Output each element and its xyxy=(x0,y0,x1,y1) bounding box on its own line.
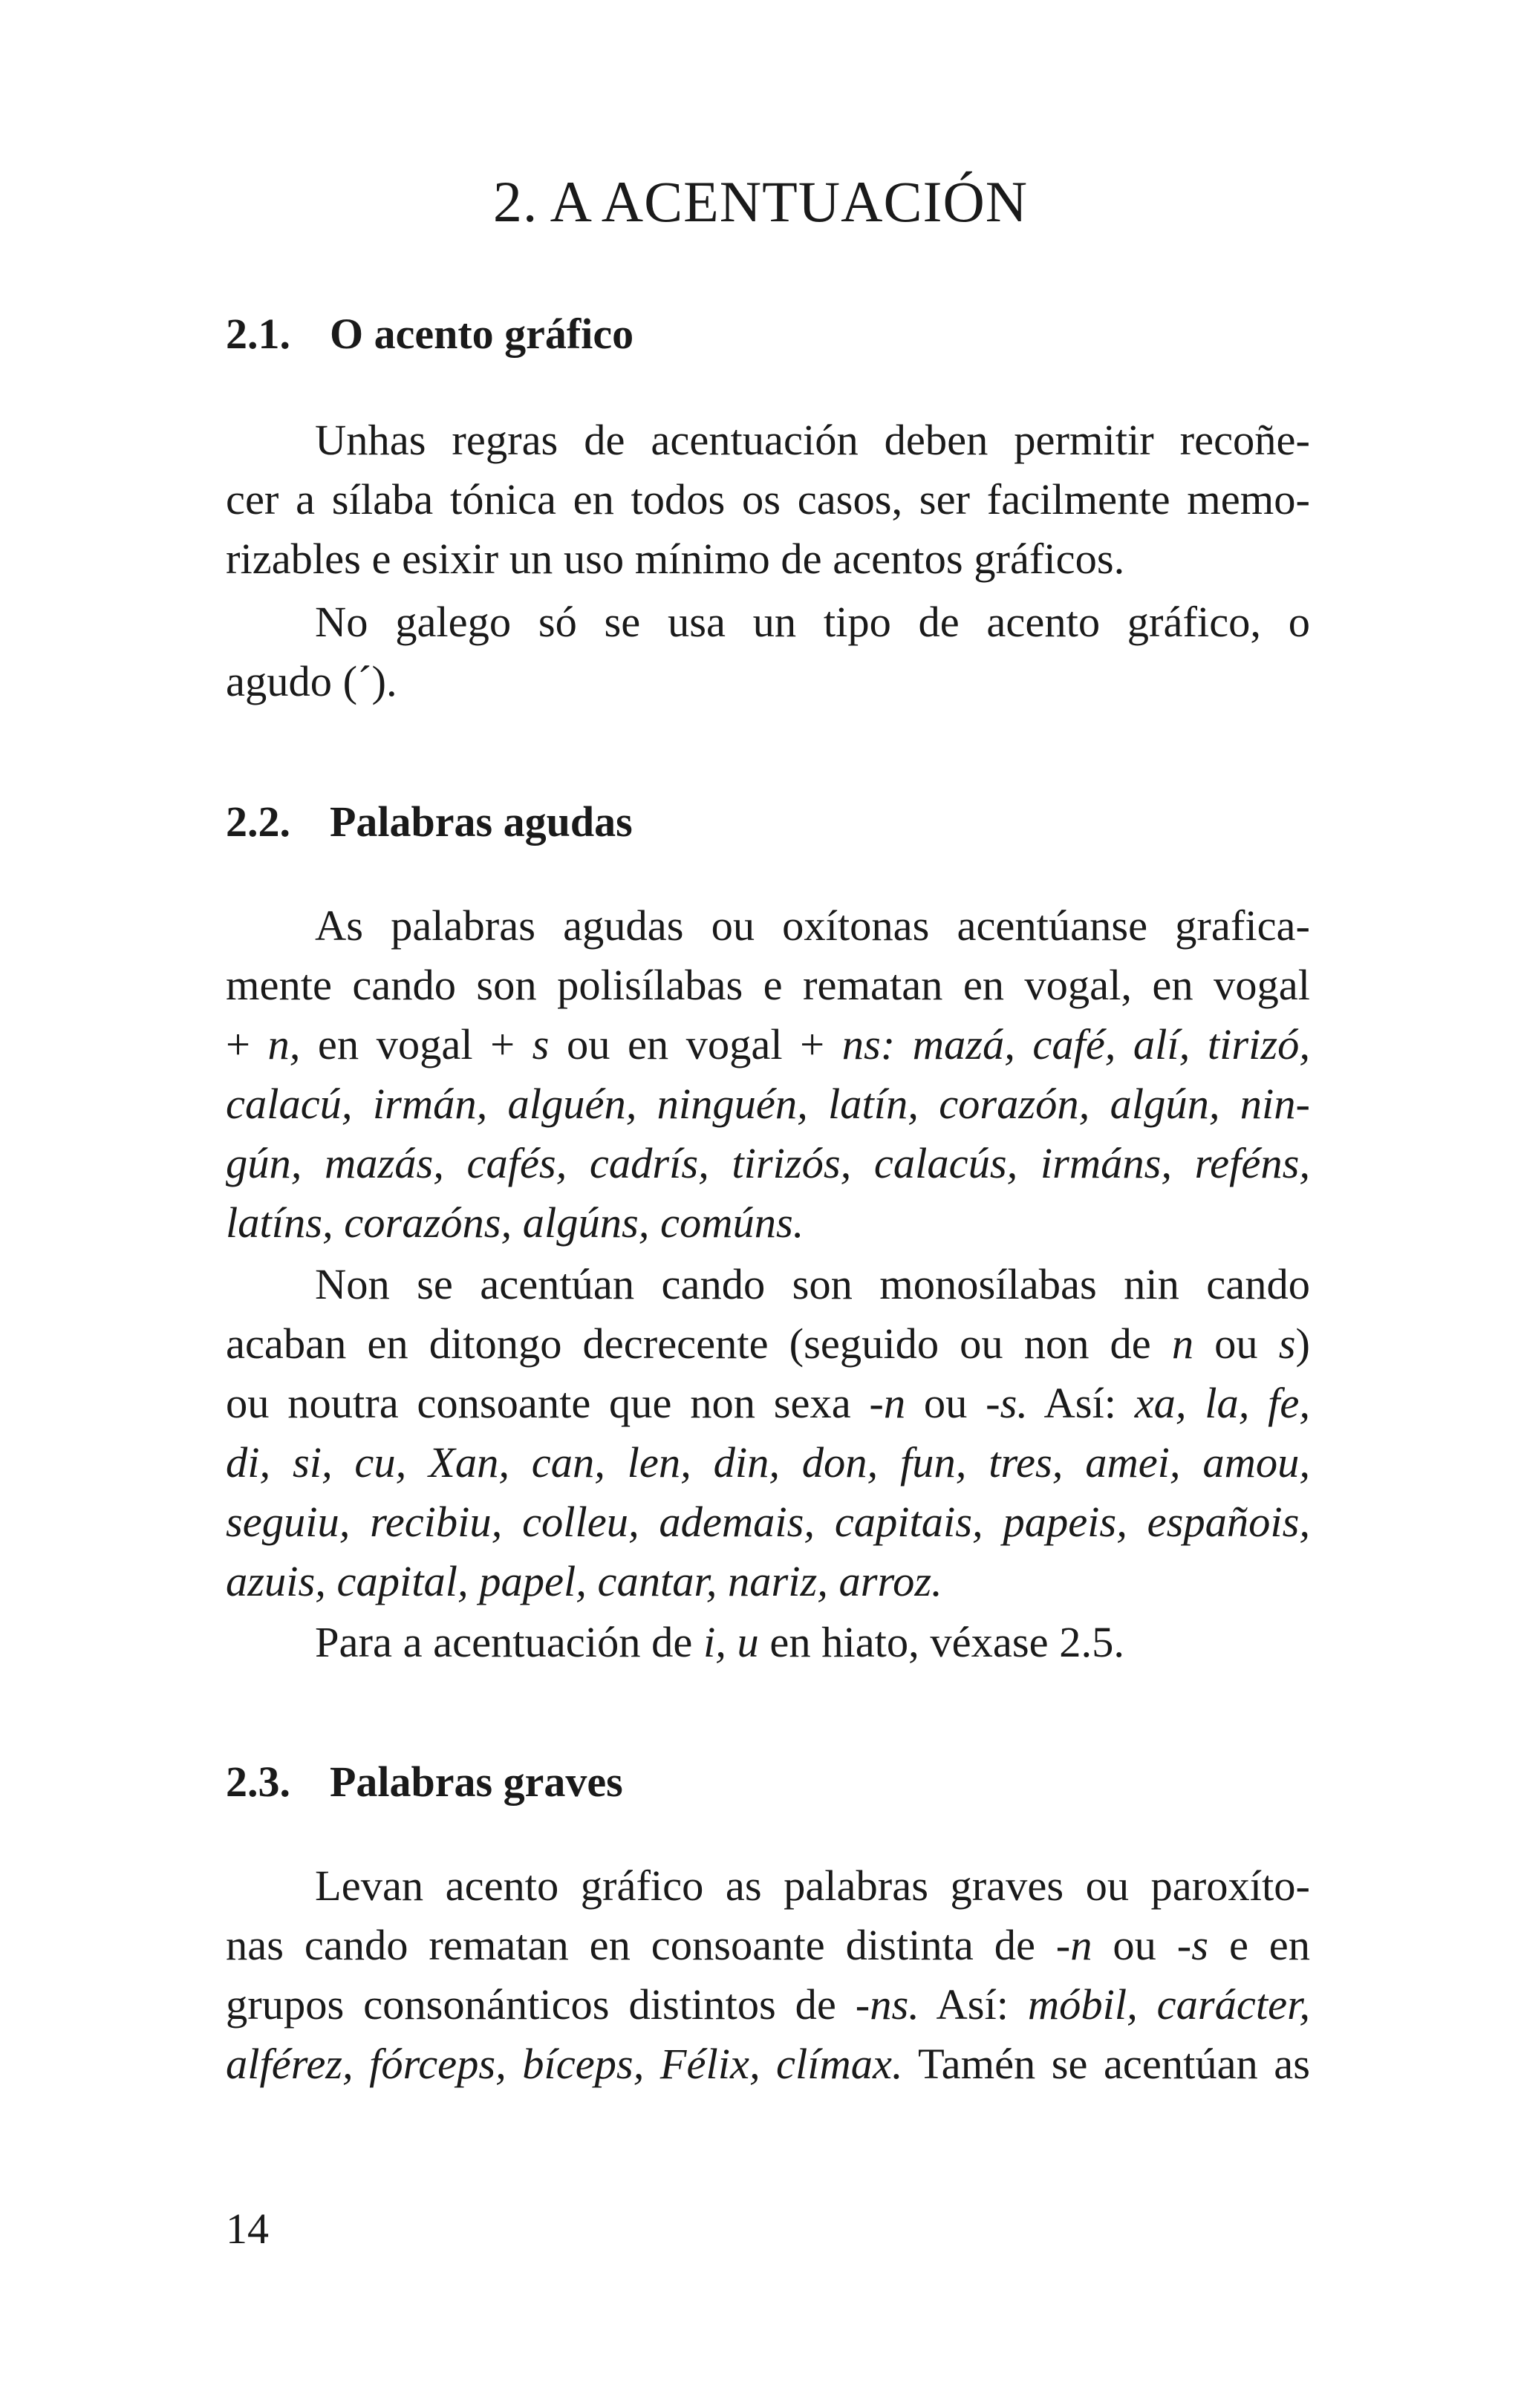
paragraph-line xyxy=(226,2035,1310,2094)
italic-run: azuis, capital, papel, cantar, nariz, arroz. xyxy=(226,1557,942,1605)
text-run: grupos consonánticos distintos de - xyxy=(226,1980,870,2029)
paragraph-line xyxy=(226,1374,1310,1433)
text-run: Tamén se acentúan as xyxy=(902,2040,1310,2088)
paragraph-line xyxy=(226,529,1310,589)
italic-run: ns: mazá, café, alí, tirizó, xyxy=(841,1020,1310,1068)
section-number: 2.1. xyxy=(226,310,290,358)
text-run: e en xyxy=(1208,1921,1311,1969)
text-run: ou - xyxy=(905,1379,1000,1427)
text-run: ou en vogal + xyxy=(549,1020,842,1068)
paragraph-line xyxy=(315,593,1310,652)
section-title: Palabras agudas xyxy=(330,797,633,846)
paragraph-line xyxy=(226,1314,1310,1374)
italic-run: s xyxy=(532,1020,550,1068)
text-run: acaban en ditongo decrecente (seguido ou non de xyxy=(226,1319,1172,1368)
text-run: Así: xyxy=(1027,1379,1135,1427)
paragraph-line xyxy=(226,1916,1310,1975)
text-run: + xyxy=(226,1020,268,1068)
italic-run: s. xyxy=(1000,1379,1028,1427)
italic-run: n xyxy=(1070,1921,1092,1969)
paragraph-line xyxy=(226,1074,1310,1134)
text-run: Para a acentuación de xyxy=(315,1618,703,1666)
text-run: rizables e esixir un uso mínimo de acentos gráficos. xyxy=(226,535,1125,583)
italic-run: gún, mazás, cafés, cadrís, tirizós, calacús, irmáns, reféns, xyxy=(226,1139,1310,1187)
section-heading-2-1 xyxy=(226,304,1310,364)
paragraph-line xyxy=(226,956,1310,1015)
paragraph-line xyxy=(315,896,1310,956)
paragraph-line xyxy=(226,1193,1310,1253)
italic-run: alférez, fórceps, bíceps, Félix, clímax. xyxy=(226,2040,903,2088)
paragraph-line xyxy=(315,411,1310,470)
paragraph-line xyxy=(226,1552,1310,1611)
text-run: ou xyxy=(1193,1319,1279,1368)
text-run: Levan acento gráfico as palabras graves ou paroxíto- xyxy=(315,1862,1310,1910)
italic-run: s xyxy=(1278,1319,1296,1368)
paragraph-line xyxy=(226,1975,1310,2035)
text-run: nas cando rematan en consoante distinta de - xyxy=(226,1921,1071,1969)
text-run: ou - xyxy=(1092,1921,1192,1969)
text-run: As palabras agudas ou oxítonas acentúanse grafica- xyxy=(315,901,1310,950)
italic-run: di, si, cu, Xan, can, len, din, don, fun, tres, amei, amou, xyxy=(226,1438,1310,1487)
text-run: cer a sílaba tónica en todos os casos, ser facilmente memo- xyxy=(226,475,1310,523)
italic-run: latíns, corazóns, algúns, comúns. xyxy=(226,1198,804,1247)
paragraph-line xyxy=(226,1134,1310,1193)
section-title: O acento gráfico xyxy=(330,310,634,358)
paragraph-line xyxy=(315,1856,1310,1916)
page-number: 14 xyxy=(226,2205,269,2253)
paragraph-line xyxy=(226,1015,1310,1074)
italic-run: n xyxy=(883,1379,906,1427)
paragraph-line xyxy=(226,1492,1310,1552)
italic-run: n, xyxy=(267,1020,301,1068)
section-heading-2-2 xyxy=(226,792,1310,852)
italic-run: s xyxy=(1191,1921,1209,1969)
section-title: Palabras graves xyxy=(330,1758,623,1806)
text-run: Unhas regras de acentuación deben permitir recoñe- xyxy=(315,416,1310,464)
paragraph-line xyxy=(226,652,1310,711)
text-run: ou noutra consoante que non sexa - xyxy=(226,1379,884,1427)
text-run: en hiato, véxase 2.5. xyxy=(758,1618,1124,1666)
text-run: ) xyxy=(1295,1319,1310,1368)
section-number: 2.2. xyxy=(226,797,290,846)
text-run: Así: xyxy=(919,1980,1028,2029)
italic-run: calacú, irmán, alguén, ninguén, latín, corazón, algún, nin- xyxy=(226,1080,1310,1128)
text-run: No galego só se usa un tipo de acento gráfico, o xyxy=(315,598,1310,646)
chapter-title: 2. A ACENTUACIÓN xyxy=(492,169,1029,234)
text-run: en vogal + xyxy=(300,1020,532,1068)
paragraph-line xyxy=(226,1433,1310,1492)
italic-run: i, u xyxy=(703,1618,759,1666)
italic-run: n xyxy=(1171,1319,1194,1368)
section-heading-2-3 xyxy=(226,1752,1310,1812)
section-number: 2.3. xyxy=(226,1758,290,1806)
italic-run: ns. xyxy=(870,1980,919,2029)
text-run: agudo (´). xyxy=(226,657,397,705)
paragraph-line xyxy=(226,470,1310,529)
italic-run: xa, la, fe, xyxy=(1134,1379,1310,1427)
text-run: Non se acentúan cando son monosílabas nin cando xyxy=(315,1260,1310,1308)
italic-run: seguiu, recibiu, colleu, ademais, capitais, papeis, españois, xyxy=(226,1498,1310,1546)
text-run: mente cando son polisílabas e rematan en vogal, en vogal xyxy=(226,961,1310,1009)
paragraph-line xyxy=(315,1613,1310,1672)
italic-run: móbil, carácter, xyxy=(1027,1980,1311,2029)
paragraph-line xyxy=(315,1255,1310,1314)
